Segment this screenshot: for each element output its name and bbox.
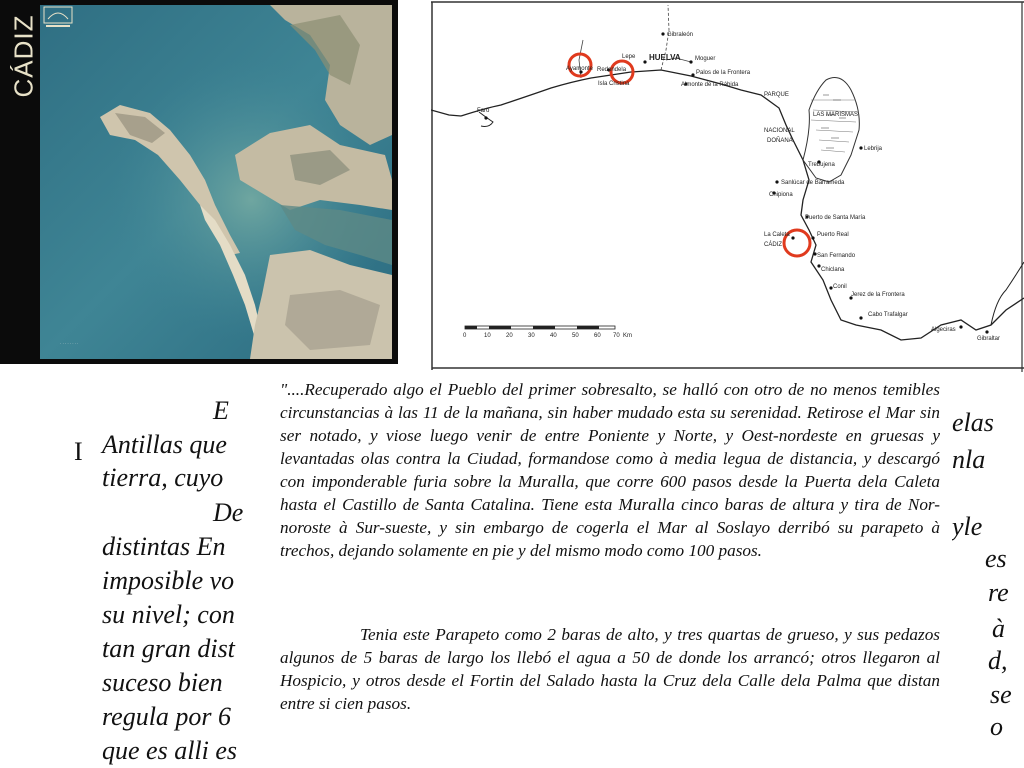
bg-right-line: yle xyxy=(952,512,983,541)
label-gibraltar: Gibraltar xyxy=(977,336,1001,342)
photo-title xyxy=(10,6,38,106)
label-parque: PARQUE xyxy=(764,92,789,98)
scale-tick: 20 xyxy=(506,333,513,339)
label-cadiz: CÁDIZ xyxy=(764,242,782,248)
bg-right-line: à xyxy=(992,614,1005,643)
bg-right-line: es xyxy=(985,544,1007,573)
label-trebujena: Trebujena xyxy=(808,162,835,168)
scale-tick: 30 xyxy=(528,333,535,339)
label-faro: Faro xyxy=(477,108,490,114)
bg-left-line: que es alli es xyxy=(102,736,238,765)
label-conil: Conil xyxy=(833,284,847,290)
bg-right-line: nla xyxy=(952,445,986,474)
svg-text:· · · · · · · ·: · · · · · · · · xyxy=(60,341,79,346)
scale-tick: 50 xyxy=(572,333,579,339)
label-sanlucar: Sanlúcar de Barrameda xyxy=(781,180,845,186)
historical-quote-box xyxy=(264,374,952,768)
label-isla: Isla xyxy=(598,81,608,87)
label-nacional: NACIONAL xyxy=(764,128,795,134)
label-moguer: Moguer xyxy=(695,56,716,62)
label-chipiona: Chipiona xyxy=(769,192,793,198)
label-palos: Palos de la Frontera xyxy=(696,70,751,76)
bg-left-line: su nivel; con xyxy=(102,600,235,629)
label-san-fernando: San Fernando xyxy=(817,253,856,259)
scale-tick: 40 xyxy=(550,333,557,339)
label-chiclana: Chiclana xyxy=(821,267,845,273)
scale-unit: Km xyxy=(623,333,632,339)
bg-right-line: se xyxy=(990,680,1012,709)
label-marismas: LAS MARISMAS xyxy=(813,112,859,118)
bg-right-line: re xyxy=(988,578,1009,607)
coastal-map xyxy=(431,0,1024,372)
photo-title-text: CÁDIZ xyxy=(8,14,39,98)
label-donana: DOÑANA xyxy=(767,138,793,144)
bg-left-line: suceso bien xyxy=(102,668,223,697)
junta-andalucia-logo xyxy=(40,5,76,31)
satellite-image xyxy=(40,5,392,359)
bg-right-line: elas xyxy=(952,408,994,437)
label-puerto-sm: Puerto de Santa María xyxy=(805,215,866,221)
label-gibraleon: Gibraleón xyxy=(667,32,694,38)
label-jerez: Jerez de la Frontera xyxy=(851,292,905,298)
bg-left-line: E xyxy=(213,396,229,425)
scale-bar xyxy=(465,326,615,329)
bg-left-line: regula por 6 xyxy=(102,702,232,731)
bg-stray-letter: I xyxy=(74,437,83,466)
label-trafalgar: Cabo Trafalgar xyxy=(868,312,908,318)
label-redondela: Redondela xyxy=(597,67,627,73)
label-lepe: Lepe xyxy=(622,54,636,60)
scale-tick: 70 xyxy=(613,333,620,339)
quote-paragraph-2: Tenia este Parapeto como 2 baras de alto, y tres quartas de grueso, y sus pedazos algunos de 5 baras de largo los llebó el agua a 50 de donde los arrancó; otros llegaron al Hospicio, y otros desde el Fortin del Salado hasta la Cruz dela Calle dela Palma que distan entre si cien pasos. xyxy=(280,625,940,713)
bg-left-line: De xyxy=(213,498,244,527)
scale-tick: 10 xyxy=(484,333,491,339)
label-puerto-real: Puerto Real xyxy=(817,232,849,238)
label-huelva: HUELVA xyxy=(649,53,681,62)
label-caleta: La Caleta xyxy=(764,232,790,238)
bg-left-line: Antillas que xyxy=(102,430,227,459)
label-lebrija: Lebrija xyxy=(864,146,883,152)
label-almonte: Almonte de la Rábida xyxy=(681,82,739,88)
label-ayamonte: Ayamonte xyxy=(566,66,593,72)
bg-left-line: tan gran dist xyxy=(102,634,235,663)
scale-tick: 60 xyxy=(594,333,601,339)
scale-tick: 0 xyxy=(463,333,467,339)
bg-left-line: distintas En xyxy=(102,532,226,561)
bg-right-line: o xyxy=(990,712,1003,741)
label-cristina: Cristina xyxy=(609,81,630,87)
map-drawing xyxy=(431,0,1024,372)
bg-right-line: d, xyxy=(988,646,1008,675)
quote-paragraph-1: "....Recuperado algo el Pueblo del primer sobresalto, se halló con otro de no menos temibles circunstancias à las 11 de la mañana, sin haber mudado esta su serenidad. Retirose el Mar sin ser notado, y viose luego venir de entre Poniente y Norte, y Oest-nordeste en gruesas y levantadas olas contra la Ciudad, formandose como à media legua de distancia, y descargó con imponderable furia sobre la Muralla, que corre 600 pasos desde la Puerta dela Caleta hasta el Castillo de Santa Catalina. Tiene esta Muralla cinco baras de altura y tira de Nor-noroste à Sur-sueste, y sin embargo de cogerla el Mar al Soslayo derribó su parapeto à trechos, dejando solamente en pie y del mismo modo como 100 pasos. xyxy=(280,380,940,560)
aerial-photo-cadiz xyxy=(0,0,398,364)
bg-left-line: imposible vo xyxy=(102,566,235,595)
label-algeciras: Algeciras xyxy=(931,327,956,333)
bg-left-line: tierra, cuyo xyxy=(102,463,224,492)
